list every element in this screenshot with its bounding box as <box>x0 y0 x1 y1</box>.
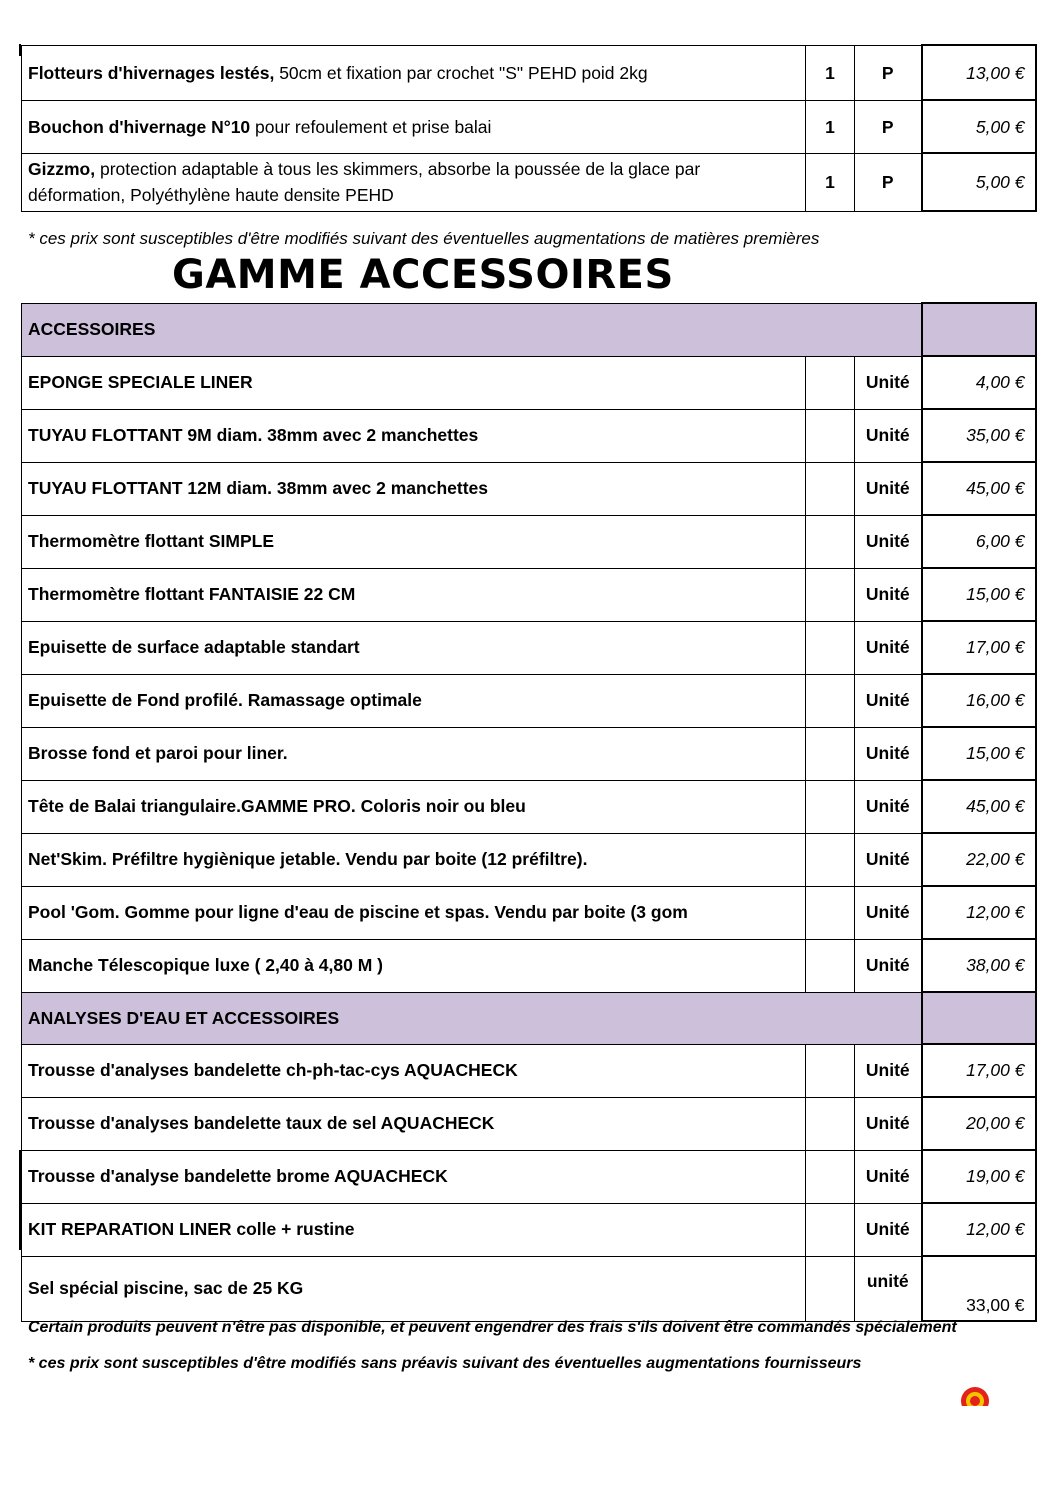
quantity <box>806 1256 855 1321</box>
product-description: Gizzmo, protection adaptable à tous les skimmers, absorbe la poussée de la glace par déformation, Polyéthylène haute densite PEHD <box>22 153 806 211</box>
product-description: Trousse d'analyses bandelette taux de sel AQUACHECK <box>22 1097 806 1150</box>
quantity: 1 <box>806 45 855 100</box>
price: 19,00 € <box>922 1150 1036 1203</box>
price: 5,00 € <box>922 100 1036 153</box>
section-header-accessories <box>22 303 1036 356</box>
table-row <box>22 153 1036 211</box>
price: 20,00 € <box>922 1097 1036 1150</box>
unit: Unité <box>855 674 922 727</box>
unit: unité <box>855 1256 922 1321</box>
section-header-water-analysis <box>22 992 1036 1044</box>
unit: P <box>855 100 922 153</box>
quantity <box>806 515 855 568</box>
product-description: Thermomètre flottant FANTAISIE 22 CM <box>22 568 806 621</box>
price: 12,00 € <box>922 1203 1036 1256</box>
price: 35,00 € <box>922 409 1036 462</box>
price: 15,00 € <box>922 568 1036 621</box>
price-change-note-bottom: * ces prix sont susceptibles d'être modifiés sans préavis suivant des éventuelles augmentations fournisseurs <box>28 1355 862 1372</box>
price: 6,00 € <box>922 515 1036 568</box>
product-description: KIT REPARATION LINER colle + rustine <box>22 1203 806 1256</box>
quantity <box>806 1150 855 1203</box>
product-description: Thermomètre flottant SIMPLE <box>22 515 806 568</box>
table-row <box>22 568 1036 621</box>
quantity <box>806 462 855 515</box>
quantity <box>806 886 855 939</box>
price: 22,00 € <box>922 833 1036 886</box>
unit: Unité <box>855 1044 922 1097</box>
table-row <box>22 1256 1036 1321</box>
price: 13,00 € <box>922 45 1036 100</box>
table-row <box>22 674 1036 727</box>
quantity <box>806 727 855 780</box>
product-description: Epuisette de surface adaptable standart <box>22 621 806 674</box>
quantity <box>806 568 855 621</box>
product-description: Sel spécial piscine, sac de 25 KG <box>22 1256 806 1321</box>
unit: P <box>855 45 922 100</box>
product-description: TUYAU FLOTTANT 12M diam. 38mm avec 2 manchettes <box>22 462 806 515</box>
unit: Unité <box>855 356 922 409</box>
unit: Unité <box>855 939 922 992</box>
price: 4,00 € <box>922 356 1036 409</box>
price: 17,00 € <box>922 621 1036 674</box>
accessories-table <box>21 302 1037 1322</box>
unit: P <box>855 153 922 211</box>
product-description: Trousse d'analyse bandelette brome AQUACHECK <box>22 1150 806 1203</box>
unit: Unité <box>855 1203 922 1256</box>
quantity <box>806 621 855 674</box>
price: 45,00 € <box>922 462 1036 515</box>
unit: Unité <box>855 780 922 833</box>
product-description: Pool 'Gom. Gomme pour ligne d'eau de piscine et spas. Vendu par boite (3 gom <box>22 886 806 939</box>
quantity: 1 <box>806 153 855 211</box>
table-row <box>22 100 1036 153</box>
section-label: ANALYSES D'EAU ET ACCESSOIRES <box>22 992 922 1044</box>
product-description: Manche Télescopique luxe ( 2,40 à 4,80 M ) <box>22 939 806 992</box>
section-price-cell <box>922 303 1036 356</box>
quantity <box>806 1097 855 1150</box>
quantity <box>806 674 855 727</box>
unit: Unité <box>855 568 922 621</box>
price: 38,00 € <box>922 939 1036 992</box>
quantity <box>806 356 855 409</box>
quantity <box>806 1044 855 1097</box>
table-row <box>22 1203 1036 1256</box>
unit: Unité <box>855 462 922 515</box>
unit: Unité <box>855 886 922 939</box>
product-description: Trousse d'analyses bandelette ch-ph-tac-cys AQUACHECK <box>22 1044 806 1097</box>
table-row <box>22 45 1036 100</box>
product-description: Epuisette de Fond profilé. Ramassage optimale <box>22 674 806 727</box>
product-description: Flotteurs d'hivernages lestés, 50cm et fixation par crochet "S" PEHD poid 2kg <box>22 45 806 100</box>
table-row <box>22 780 1036 833</box>
quantity <box>806 939 855 992</box>
quantity <box>806 1203 855 1256</box>
product-description: Brosse fond et paroi pour liner. <box>22 727 806 780</box>
product-description: TUYAU FLOTTANT 9M diam. 38mm avec 2 manchettes <box>22 409 806 462</box>
quantity <box>806 780 855 833</box>
table-row <box>22 727 1036 780</box>
quantity <box>806 409 855 462</box>
price: 17,00 € <box>922 1044 1036 1097</box>
section-label: ACCESSOIRES <box>22 303 922 356</box>
brand-logo-icon <box>960 1386 990 1406</box>
table-row <box>22 833 1036 886</box>
table-row <box>22 621 1036 674</box>
price-change-note: * ces prix sont susceptibles d'être modifiés suivant des éventuelles augmentations de matières premières <box>28 229 820 248</box>
unit: Unité <box>855 409 922 462</box>
unit: Unité <box>855 727 922 780</box>
table-row <box>22 886 1036 939</box>
availability-note: Certain produits peuvent n'être pas disponible, et peuvent engendrer des frais s'ils doivent être commandés spécialement <box>28 1319 957 1336</box>
table-row <box>22 1044 1036 1097</box>
unit: Unité <box>855 621 922 674</box>
table-row <box>22 515 1036 568</box>
unit: Unité <box>855 515 922 568</box>
price: 45,00 € <box>922 780 1036 833</box>
table-row <box>22 939 1036 992</box>
product-description: Bouchon d'hivernage N°10 pour refoulement et prise balai <box>22 100 806 153</box>
price: 15,00 € <box>922 727 1036 780</box>
quantity <box>806 833 855 886</box>
price: 12,00 € <box>922 886 1036 939</box>
wintering-products-table <box>21 44 1037 212</box>
table-row <box>22 409 1036 462</box>
table-row <box>22 1150 1036 1203</box>
quantity: 1 <box>806 100 855 153</box>
unit: Unité <box>855 1150 922 1203</box>
product-description: Net'Skim. Préfiltre hygiènique jetable. Vendu par boite (12 préfiltre). <box>22 833 806 886</box>
section-price-cell <box>922 992 1036 1044</box>
product-description: Tête de Balai triangulaire.GAMME PRO. Coloris noir ou bleu <box>22 780 806 833</box>
unit: Unité <box>855 833 922 886</box>
page-title: GAMME ACCESSOIRES <box>172 252 674 298</box>
table-row <box>22 462 1036 515</box>
product-description: EPONGE SPECIALE LINER <box>22 356 806 409</box>
table-row <box>22 1097 1036 1150</box>
price: 33,00 € <box>922 1256 1036 1321</box>
table-row <box>22 356 1036 409</box>
price: 5,00 € <box>922 153 1036 211</box>
price: 16,00 € <box>922 674 1036 727</box>
unit: Unité <box>855 1097 922 1150</box>
